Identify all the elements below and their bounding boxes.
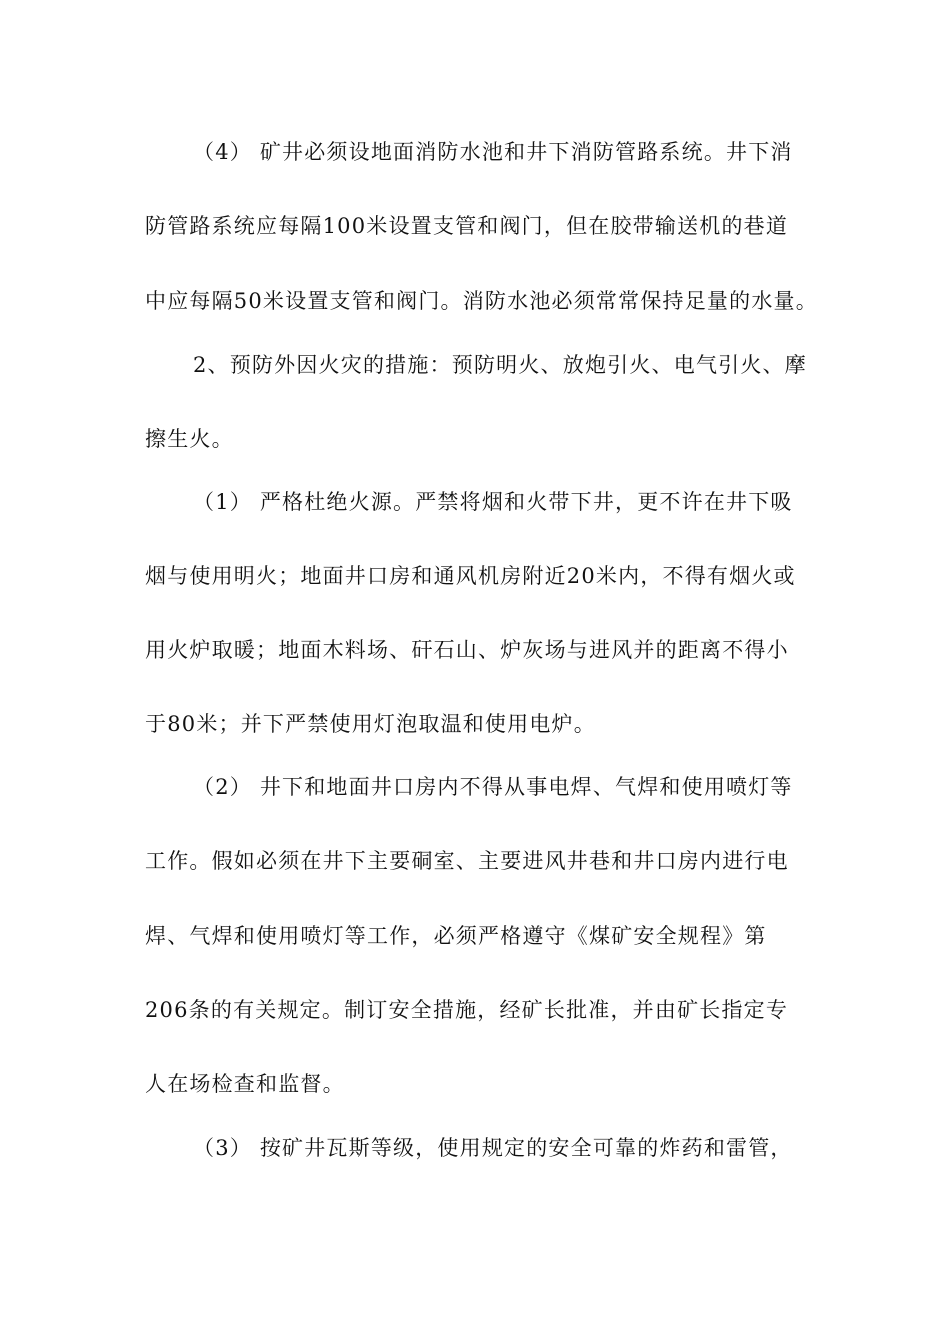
text-line: （4） 矿井必须设地面消防水池和井下消防管路系统。井下消	[193, 140, 793, 164]
text-line: 用火炉取暖；地面木料场、矸石山、炉灰场与进风并的距离不得小	[145, 638, 789, 662]
text-line: 于80米；并下严禁使用灯泡取温和使用电炉。	[145, 712, 596, 736]
text-line: （3） 按矿井瓦斯等级，使用规定的安全可靠的炸药和雷管，	[193, 1136, 793, 1160]
text-line: 206条的有关规定。制订安全措施，经矿长批准，并由矿长指定专	[145, 998, 789, 1022]
text-line: 焊、气焊和使用喷灯等工作，必须严格遵守《煤矿安全规程》第	[145, 924, 767, 948]
text-line: 烟与使用明火；地面井口房和通风机房附近20米内，不得有烟火或	[145, 564, 796, 588]
text-line: 擦生火。	[145, 427, 234, 451]
text-line: 2、预防外因火灾的措施：预防明火、放炮引火、电气引火、摩	[193, 353, 807, 377]
text-line: 人在场检查和监督。	[145, 1072, 345, 1096]
text-line: （1） 严格杜绝火源。严禁将烟和火带下井，更不许在井下吸	[193, 490, 793, 514]
text-line: 中应每隔50米设置支管和阀门。消防水池必须常常保持足量的水量。	[145, 289, 818, 313]
text-line: （2） 井下和地面井口房内不得从事电焊、气焊和使用喷灯等	[193, 775, 793, 799]
text-line: 防管路系统应每隔100米设置支管和阀门，但在胶带输送机的巷道	[145, 214, 789, 238]
text-line: 工作。假如必须在井下主要硐室、主要进风井巷和井口房内进行电	[145, 849, 789, 873]
